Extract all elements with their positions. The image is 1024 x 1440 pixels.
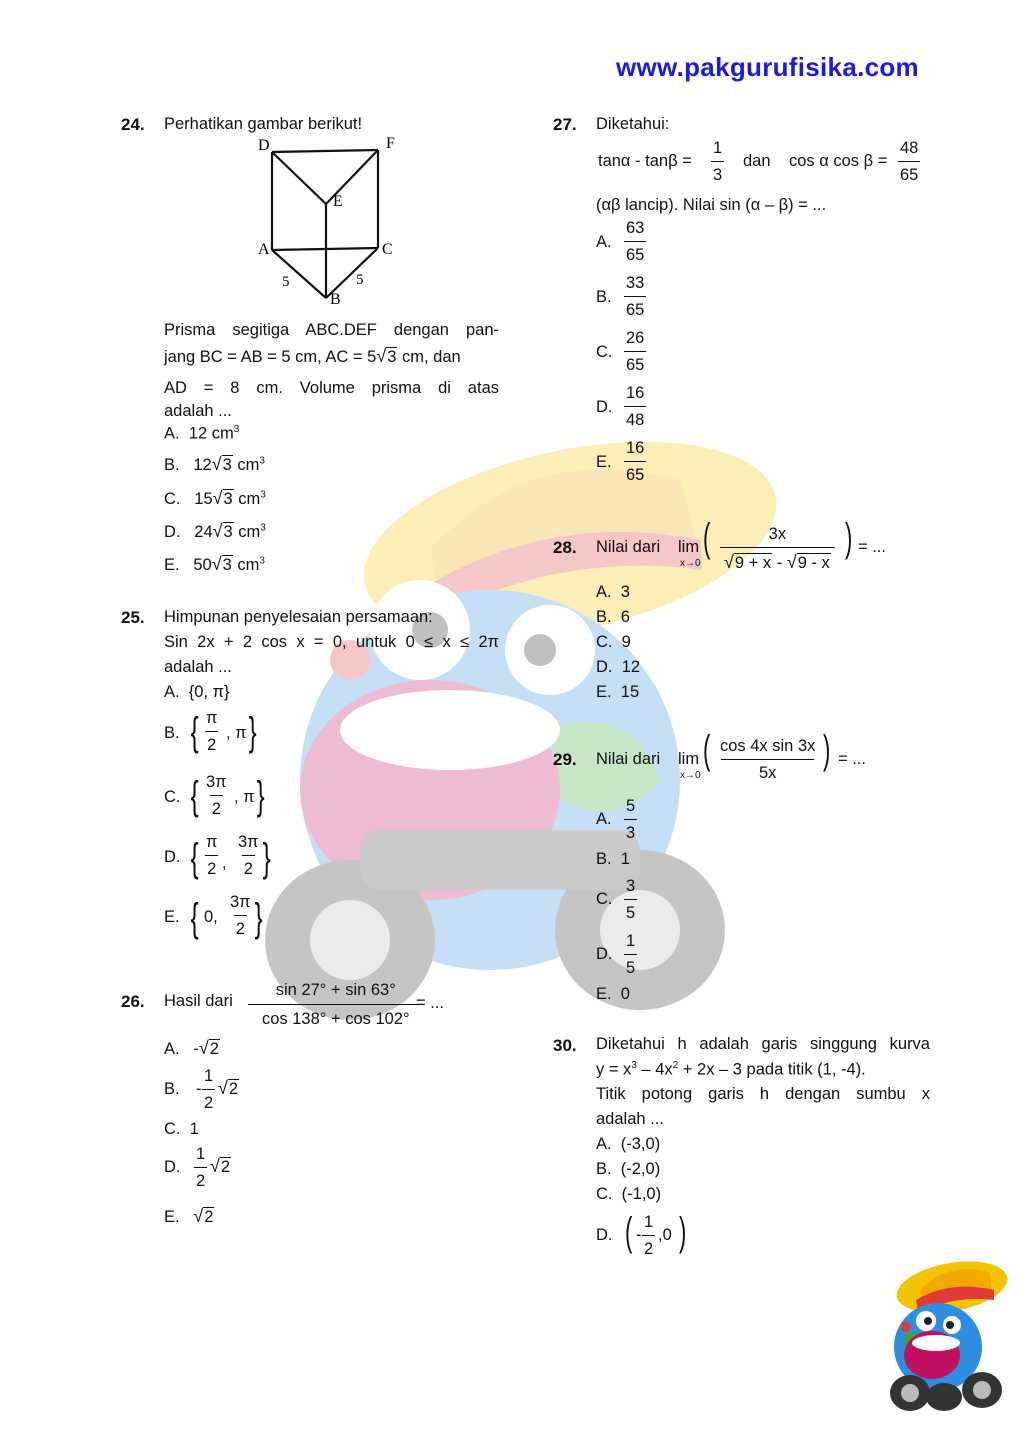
q27-frac2: $\frac{48}{65}$ — [900, 139, 919, 184]
q26-option-b[interactable]: B. - $\frac{1}{2}$ √2 — [164, 1067, 239, 1112]
q29-fraction: $\frac{\text{cos 4x sin 3x}}{5x}$ — [720, 737, 816, 782]
q25-option-c[interactable]: C. { $\frac{3\pi}{2}$ , π } — [164, 773, 265, 818]
q28-paren-left: ( — [702, 516, 711, 560]
q24-option-a[interactable]: A. 12 $cm^3$ — [164, 424, 240, 443]
q28-prefix: Nilai dari — [596, 538, 661, 556]
q25-option-e[interactable]: E. { 0, $\frac{3\pi}{2}$ } — [164, 893, 263, 940]
q24-body-3: AD = 8 cm. Volume prisma di atas — [164, 379, 499, 397]
q27-eq-left: tanα - tanβ = — [598, 152, 692, 170]
q25-line2: Sin 2x + 2 cos x = 0, untuk 0 ≤ x ≤ 2π — [164, 633, 499, 651]
label-e: E — [333, 193, 343, 210]
q24-body-1: Prisma segitiga ABC.DEF dengan pan- — [164, 321, 499, 339]
q27-option-e[interactable]: E. $\frac{16}{65}$ — [596, 439, 645, 484]
q25-option-a[interactable]: A. {0, π} — [164, 683, 230, 701]
q28-suffix: = ... — [858, 538, 886, 556]
q26-number: 26. — [121, 992, 145, 1011]
q28-fraction: $\frac{3x}{√9 + x - √9 - x}$ — [720, 524, 835, 573]
q25-line1: Himpunan penyelesaian persamaan: — [164, 608, 433, 626]
q27-question: (αβ lancip). Nilai sin (α – β) = ... — [596, 196, 827, 214]
q29-option-d[interactable]: D. $\frac{1}{5}$ — [596, 932, 636, 977]
q28-paren-right: ) — [844, 516, 853, 560]
q30-option-b[interactable]: B. (-2,0) — [596, 1160, 661, 1178]
label-bc-length: 5 — [356, 272, 364, 288]
q27-option-b[interactable]: B. $\frac{33}{65}$ — [596, 274, 645, 319]
q24-number: 24. — [121, 115, 145, 134]
q28-option-d[interactable]: D. 12 — [596, 658, 641, 676]
mascot-logo — [880, 1255, 1010, 1415]
q28-lim-sub: x→0 — [680, 558, 701, 569]
q29-prefix: Nilai dari — [596, 750, 661, 768]
label-ab-length: 5 — [282, 274, 290, 290]
q26-option-c[interactable]: C. 1 — [164, 1120, 199, 1138]
q29-suffix: = ... — [838, 750, 866, 768]
q29-number: 29. — [553, 750, 577, 769]
q25-line3: adalah ... — [164, 658, 232, 676]
q27-eq-right: cos α cos β = — [789, 152, 888, 170]
q24-body-4: adalah ... — [164, 402, 232, 420]
prism-figure — [250, 132, 410, 312]
q28-option-a[interactable]: A. 3 — [596, 583, 630, 601]
q27-option-d[interactable]: D. $\frac{16}{48}$ — [596, 384, 645, 429]
q27-dan: dan — [743, 152, 771, 170]
q30-line1: Diketahui h adalah garis singgung kurva — [596, 1035, 930, 1053]
q27-number: 27. — [553, 115, 577, 134]
q24-option-d[interactable]: D. 24√3 $cm^3$ — [164, 521, 266, 541]
q24-option-c[interactable]: C. 15√3 $cm^3$ — [164, 488, 266, 508]
q30-line3: Titik potong garis h dengan sumbu x — [596, 1085, 930, 1103]
label-b: B — [330, 291, 341, 308]
label-f: F — [386, 135, 395, 152]
q29-option-b[interactable]: B. 1 — [596, 850, 630, 868]
label-d: D — [258, 137, 270, 154]
q24-body-2: jang BC = AB = 5 cm, AC = 5√3 cm, dan — [164, 346, 461, 366]
label-a: A — [258, 241, 270, 258]
q29-paren-left: ( — [702, 728, 711, 772]
q26-expression: $\frac{\sin 27^\circ + \sin 63^\circ}{\cos 138^\circ + \cos 102^\circ}$ — [248, 980, 424, 1029]
q27-option-c[interactable]: C. $\frac{26}{65}$ — [596, 329, 645, 374]
q29-option-a[interactable]: A. $\frac{5}{3}$ — [596, 797, 636, 842]
label-c: C — [382, 241, 393, 258]
q26-prefix: Hasil dari — [164, 992, 233, 1010]
q30-line2: $y = x^3 - 4x^2 + 2x - 3$ pada titik (1, -4). — [596, 1060, 866, 1079]
q24-prompt: Perhatikan gambar berikut! — [164, 115, 363, 133]
q28-option-e[interactable]: E. 15 — [596, 683, 640, 701]
q29-option-c[interactable]: C. $\frac{3}{5}$ — [596, 877, 636, 922]
q26-suffix: = ... — [416, 994, 444, 1012]
q24-option-e[interactable]: E. 50√3 $cm^3$ — [164, 554, 265, 574]
q28-option-b[interactable]: B. 6 — [596, 608, 630, 626]
q30-number: 30. — [553, 1036, 577, 1055]
q26-option-a[interactable]: A. -√2 — [164, 1038, 219, 1058]
q27-intro: Diketahui: — [596, 115, 670, 133]
q28-number: 28. — [553, 538, 577, 557]
q28-option-c[interactable]: C. 9 — [596, 633, 631, 651]
q29-option-e[interactable]: E. 0 — [596, 985, 630, 1003]
q25-option-d[interactable]: D. { $\frac{\pi}{2}$ , $\frac{3\pi}{2}$ } — [164, 833, 271, 880]
q29-paren-right: ) — [822, 728, 831, 772]
q25-option-b[interactable]: B. { $\frac{\pi}{2}$ , π } — [164, 709, 257, 754]
q30-option-d[interactable]: D. ( - $\frac{1}{2}$ ,0 ) — [596, 1210, 687, 1258]
q25-number: 25. — [121, 608, 145, 627]
q24-option-b[interactable]: B. 12√3 $cm^3$ — [164, 454, 265, 474]
q30-option-c[interactable]: C. (-1,0) — [596, 1185, 662, 1203]
q27-frac1: $\frac{1}{3}$ — [713, 139, 723, 184]
q26-option-e[interactable]: E. √2 — [164, 1206, 214, 1226]
q29-lim: lim — [678, 750, 700, 768]
q28-lim: lim — [678, 538, 700, 556]
q30-line4: adalah ... — [596, 1110, 664, 1128]
q29-lim-sub: x→0 — [680, 770, 701, 781]
q27-option-a[interactable]: A. $\frac{63}{65}$ — [596, 219, 645, 264]
website-header[interactable]: www.pakgurufisika.com — [616, 52, 919, 82]
q26-option-d[interactable]: D. $\frac{1}{2}$ √2 — [164, 1145, 231, 1190]
q30-option-a[interactable]: A. (-3,0) — [596, 1135, 661, 1153]
